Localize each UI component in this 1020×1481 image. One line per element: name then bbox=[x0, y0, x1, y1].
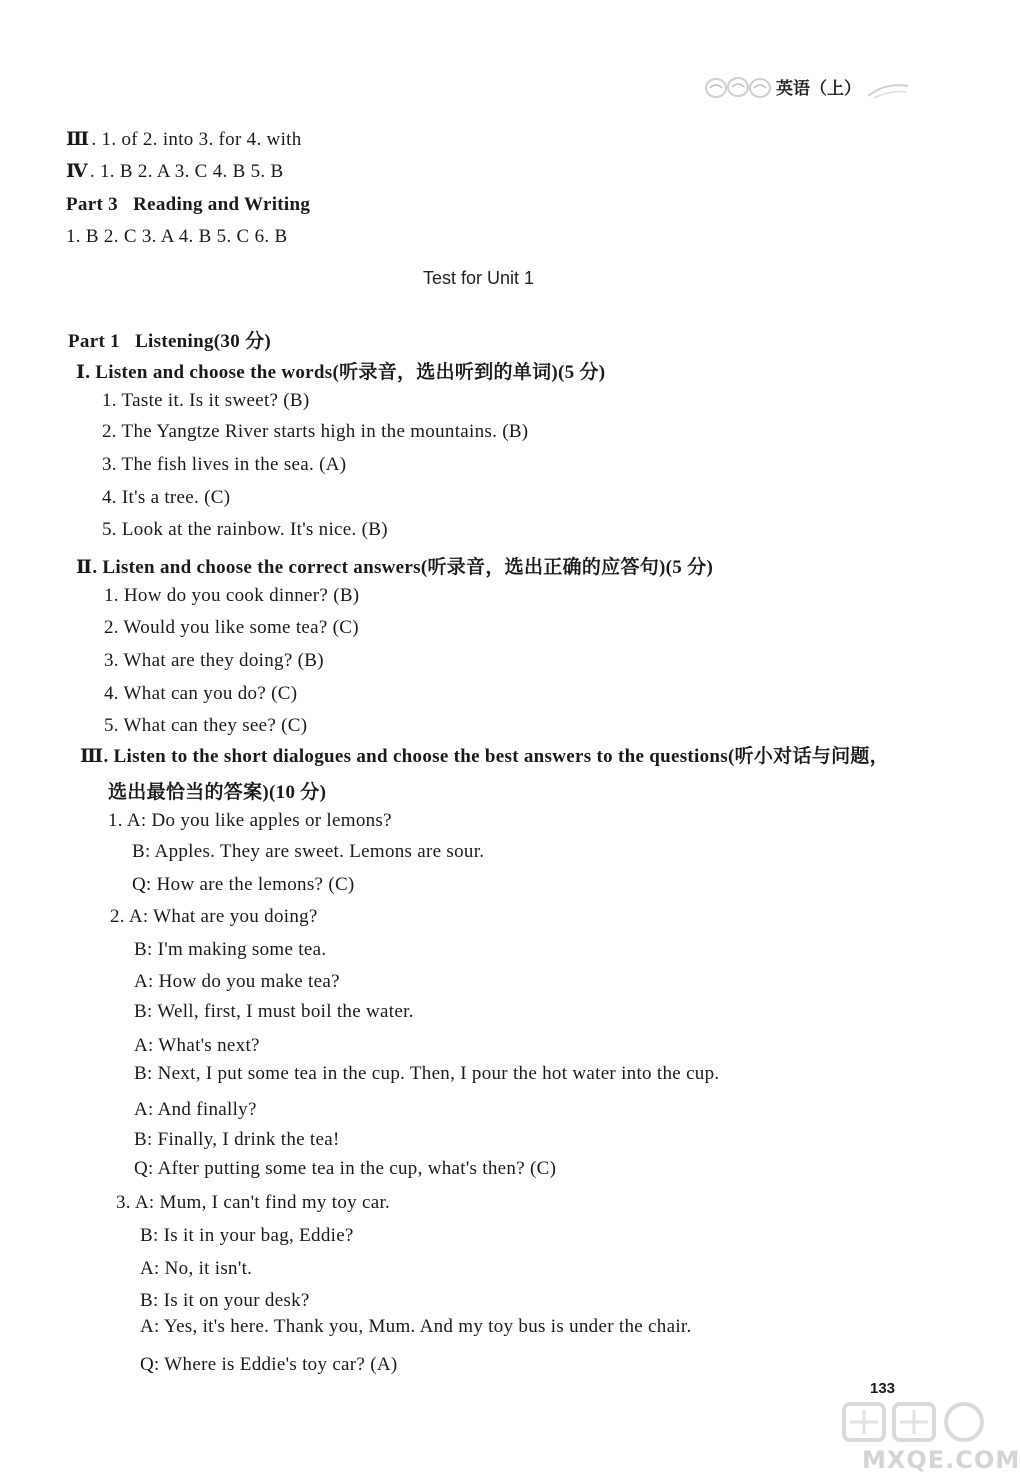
dialogue-2-line: Q: After putting some tea in the cup, what's then? (C) bbox=[134, 1158, 557, 1179]
dialogue-3-line: Q: Where is Eddie's toy car? (A) bbox=[140, 1354, 398, 1375]
section-1-heading: Ⅰ. Listen and choose the words(听录音，选出听到的单词)(5 分) bbox=[76, 362, 606, 383]
dialogue-1-line: Q: How are the lemons? (C) bbox=[132, 874, 355, 895]
section-2-item: 5. What can they see? (C) bbox=[104, 715, 308, 736]
dialogue-3-line: B: Is it on your desk? bbox=[140, 1290, 310, 1311]
section-2-item: 4. What can you do? (C) bbox=[104, 683, 298, 704]
answer-row-3: Ⅲ . 1. of 2. into 3. for 4. with bbox=[66, 129, 302, 150]
watermark-text: MXQE.COM bbox=[862, 1446, 1020, 1474]
dialogue-3-line: B: Is it in your bag, Eddie? bbox=[140, 1225, 354, 1246]
dialogue-2-line: B: Next, I put some tea in the cup. Then, I pour the hot water into the cup. bbox=[134, 1063, 720, 1084]
section-1-item: 1. Taste it. Is it sweet? (B) bbox=[102, 390, 310, 411]
dialogue-2-line: B: I'm making some tea. bbox=[134, 939, 327, 960]
section-2-item: 2. Would you like some tea? (C) bbox=[104, 617, 359, 638]
section-3-heading: Ⅲ. Listen to the short dialogues and choose the best answers to the questions(听小对话与问题， bbox=[80, 746, 889, 767]
part1-heading: Part 1 Listening(30 分) bbox=[68, 331, 272, 352]
dialogue-2-line: A: What's next? bbox=[134, 1035, 260, 1056]
section-1-item: 5. Look at the rainbow. It's nice. (B) bbox=[102, 519, 388, 540]
dialogue-1-line: 1. A: Do you like apples or lemons? bbox=[108, 810, 392, 831]
page-number: 133 bbox=[870, 1380, 896, 1397]
section-2-item: 3. What are they doing? (B) bbox=[104, 650, 324, 671]
section-2-item: 1. How do you cook dinner? (B) bbox=[104, 585, 360, 606]
part3-heading: Part 3 Reading and Writing bbox=[66, 194, 311, 215]
dialogue-2-line: A: How do you make tea? bbox=[134, 971, 340, 992]
dialogue-1-line: B: Apples. They are sweet. Lemons are sour. bbox=[132, 841, 485, 862]
section-1-item: 3. The fish lives in the sea. (A) bbox=[102, 454, 347, 475]
section-2-heading: Ⅱ. Listen and choose the correct answers(听录音，选出正确的应答句)(5 分) bbox=[76, 557, 714, 578]
test-title: Test for Unit 1 bbox=[423, 268, 535, 288]
answer-row-4: Ⅳ . 1. B 2. A 3. C 4. B 5. B bbox=[66, 161, 284, 182]
dialogue-3-line: A: Yes, it's here. Thank you, Mum. And my toy bus is under the chair. bbox=[140, 1316, 692, 1337]
section-1-item: 4. It's a tree. (C) bbox=[102, 487, 231, 508]
dialogue-2-line: 2. A: What are you doing? bbox=[110, 906, 318, 927]
dialogue-2-line: B: Finally, I drink the tea! bbox=[134, 1129, 340, 1150]
part3-answers: 1. B 2. C 3. A 4. B 5. C 6. B bbox=[66, 226, 288, 247]
swoosh-decoration-icon bbox=[866, 78, 910, 100]
dialogue-2-line: B: Well, first, I must boil the water. bbox=[134, 1001, 414, 1022]
header-title: 英语（上） bbox=[776, 79, 861, 99]
book-series-logo-icon bbox=[704, 74, 774, 100]
section-3-heading-cont: 选出最恰当的答案)(10 分) bbox=[108, 782, 327, 803]
dialogue-2-line: A: And finally? bbox=[134, 1099, 257, 1120]
dialogue-3-line: A: No, it isn't. bbox=[140, 1258, 253, 1279]
dialogue-3-line: 3. A: Mum, I can't find my toy car. bbox=[116, 1192, 391, 1213]
section-1-item: 2. The Yangtze River starts high in the mountains. (B) bbox=[102, 421, 529, 442]
